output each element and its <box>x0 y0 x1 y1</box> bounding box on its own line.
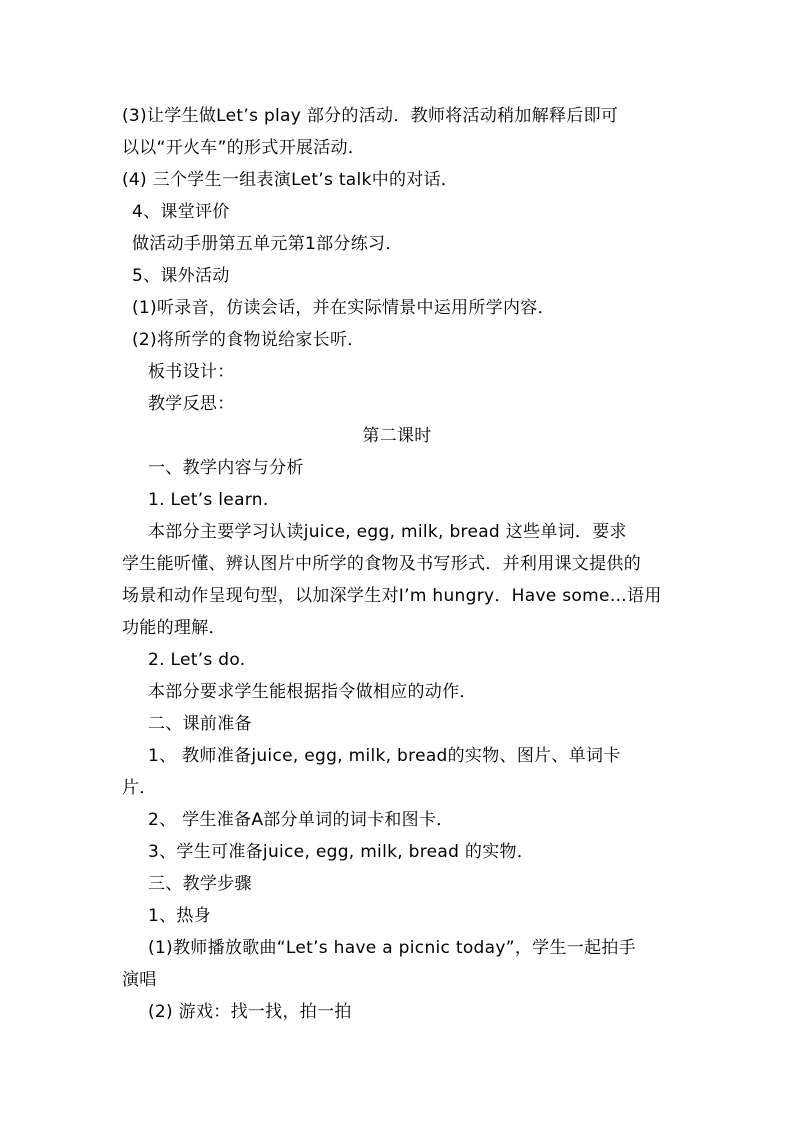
section-heading-steps: 三、教学步骤 <box>148 874 252 894</box>
text-line-learn-1: 本部分主要学习认读juice, egg, milk, bread 这些单词．要求 <box>148 522 627 542</box>
section-heading-preparation: 二、课前准备 <box>148 714 252 734</box>
text-line-warm-up-1-cont: 演唱 <box>122 970 157 990</box>
section-heading-content-analysis: 一、教学内容与分析 <box>148 458 304 478</box>
text-line-warm-up-1: (1)教师播放歌曲“Let’s have a picnic today”，学生一起拍手 <box>148 938 636 958</box>
text-line-learn-2: 学生能听懂、辨认图片中所学的食物及书写形式．并利用课文提供的 <box>122 554 641 574</box>
text-line-learn-3: 场景和动作呈现句型，以加深学生对I’m hungry．Have some…语用 <box>122 586 662 606</box>
text-line-evaluation: 做活动手册第五单元第1部分练习． <box>132 234 403 254</box>
text-line-do: 本部分要求学生能根据指令做相应的动作． <box>148 682 477 702</box>
text-line-step-4: (4) 三个学生一组表演Let’s talk中的对话． <box>122 170 459 190</box>
subheading-lets-learn: 1. Let’s learn. <box>148 490 269 510</box>
text-line-prep-3: 3、学生可准备juice, egg, milk, bread 的实物． <box>148 842 535 862</box>
text-line-extra-1: (1)听录音，仿读会话，并在实际情景中运用所学内容． <box>132 298 555 318</box>
text-line-learn-4: 功能的理解． <box>122 618 226 638</box>
label-teaching-reflection: 教学反思： <box>148 394 235 414</box>
text-line-warm-up-2: (2) 游戏：找一找，拍一拍 <box>148 1002 352 1022</box>
lesson-title: 第二课时 <box>362 426 432 446</box>
text-line-prep-1: 1、 教师准备juice, egg, milk, bread的实物、图片、单词卡 <box>148 746 621 766</box>
text-line-prep-1-cont: 片． <box>122 778 157 798</box>
text-line-prep-2: 2、 学生准备A部分单词的词卡和图卡． <box>148 810 454 830</box>
text-line-step-3-cont: 以以“开火车”的形式开展活动． <box>122 138 366 158</box>
subheading-lets-do: 2. Let’s do. <box>148 650 246 670</box>
section-heading-evaluation: 4、课堂评价 <box>132 202 230 222</box>
text-line-step-3: (3)让学生做Let’s play 部分的活动．教师将活动稍加解释后即可 <box>122 106 619 126</box>
label-board-design: 板书设计： <box>148 362 235 382</box>
subheading-warm-up: 1、热身 <box>148 906 212 926</box>
text-line-extra-2: (2)将所学的食物说给家长听． <box>132 330 365 350</box>
section-heading-extracurricular: 5、课外活动 <box>132 266 230 286</box>
